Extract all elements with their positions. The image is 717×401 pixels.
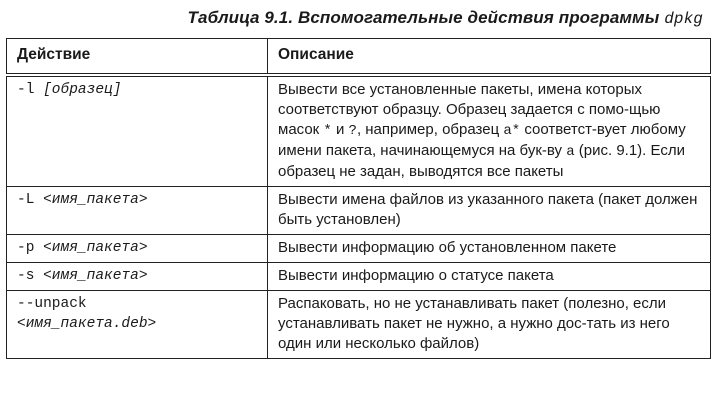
description-cell <box>268 235 711 263</box>
caption-prefix: Таблица 9.1. <box>187 8 294 27</box>
desc-code: * <box>323 123 332 139</box>
action-option: -l <box>17 82 44 98</box>
table-row <box>7 75 711 187</box>
caption-program: dpkg <box>664 10 703 28</box>
table-row <box>7 235 711 263</box>
action-cell <box>7 291 268 359</box>
action-cell <box>7 75 268 187</box>
desc-text: Вывести информацию о статусе пакета <box>278 267 554 284</box>
desc-text: , например, образец <box>356 121 504 138</box>
desc-code: a* <box>503 123 521 139</box>
description-cell <box>268 291 711 359</box>
action-argument: <имя_пакета> <box>43 192 148 208</box>
action-argument: <имя_пакета.deb> <box>17 316 157 332</box>
desc-code: ? <box>348 123 357 139</box>
desc-text: Вывести имена файлов из указанного пакета (пакет должен быть установлен) <box>278 191 698 228</box>
action-option: -L <box>17 192 44 208</box>
header-description: Описание <box>268 39 711 76</box>
description-cell <box>268 187 711 235</box>
description-cell <box>268 263 711 291</box>
desc-text: и <box>331 121 349 138</box>
action-argument: <имя_пакета> <box>43 268 148 284</box>
action-option: -p <box>17 240 44 256</box>
action-cell <box>7 187 268 235</box>
desc-text: Распаковать, но не устанавливать пакет (полезно, если устанавливать пакет не нужно, а нужно дос-тать из него один или несколько файлов) <box>278 295 670 352</box>
table-row <box>7 291 711 359</box>
desc-text: соответст-вует любому имени пакета, начинающемуся на бук-ву <box>278 121 686 159</box>
desc-text: (рис. 9.1). Если образец не задан, выводятся все пакеты <box>278 142 685 180</box>
table-row <box>7 187 711 235</box>
caption-title: Вспомогательные действия программы <box>293 8 665 27</box>
action-cell <box>7 263 268 291</box>
header-action: Действие <box>7 39 268 76</box>
action-option: --unpack <box>17 296 87 312</box>
table-row <box>7 263 711 291</box>
desc-text: Вывести информацию об установленном пакете <box>278 239 617 256</box>
action-option: -s <box>17 268 44 284</box>
table-header-row <box>7 39 711 76</box>
table-caption <box>188 8 703 28</box>
action-argument: <имя_пакета> <box>43 240 148 256</box>
action-argument: [образец] <box>43 82 122 98</box>
desc-code: a <box>566 144 575 160</box>
description-cell <box>268 75 711 187</box>
desc-text: Вывести все установленные пакеты, имена которых соответствуют образцу. Образец задается с помо-щью масок <box>278 81 661 138</box>
action-cell <box>7 235 268 263</box>
options-table <box>6 38 711 359</box>
table-body <box>7 75 711 359</box>
